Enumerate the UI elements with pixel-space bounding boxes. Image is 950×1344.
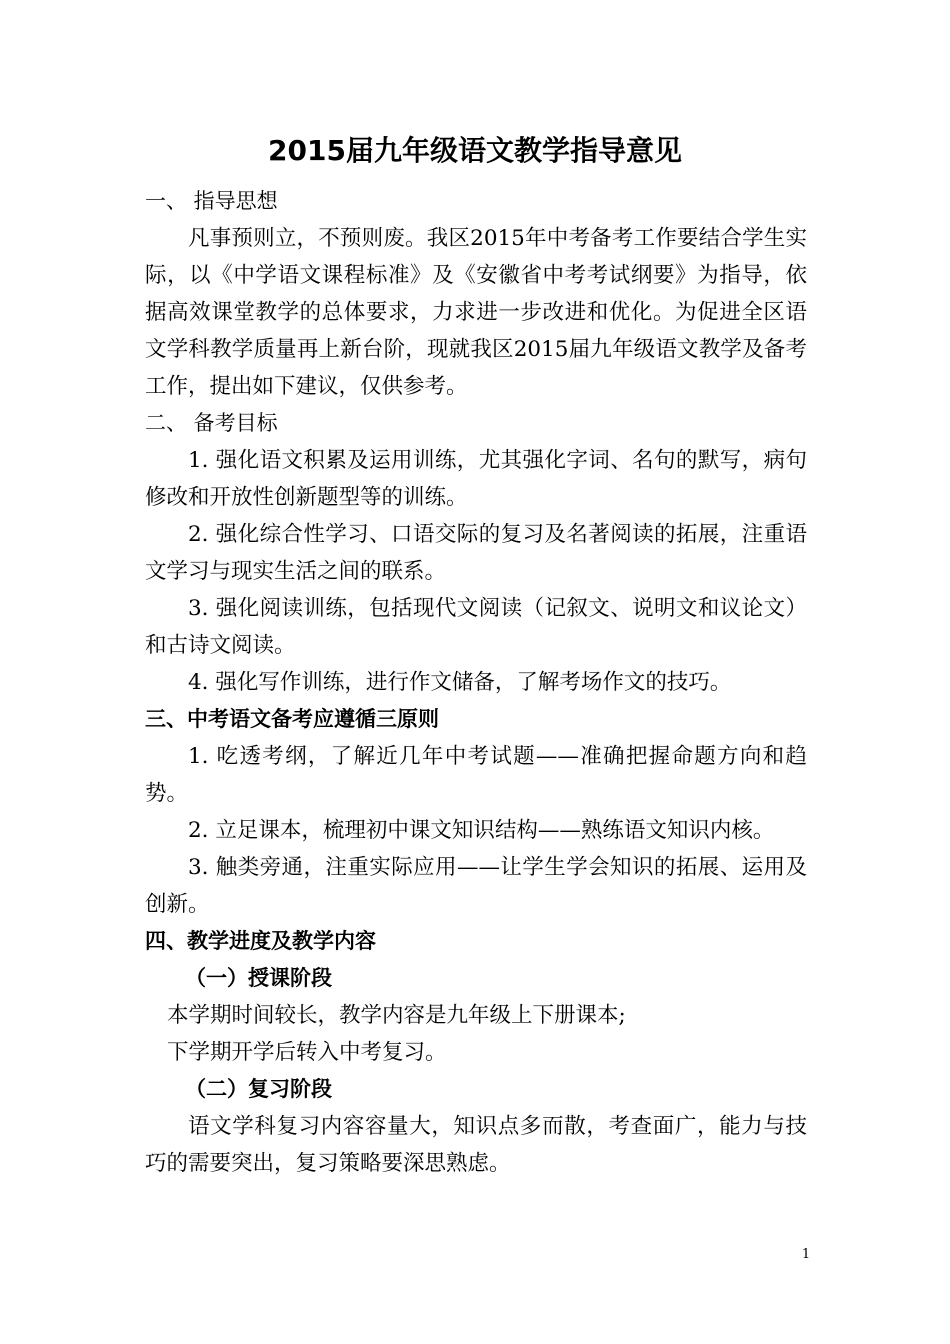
section-heading-three-principles: 三、中考语文备考应遵循三原则 (145, 707, 439, 731)
list-item: 1. 吃透考纲，了解近几年中考试题——准确把握命题方向和趋势。 (145, 744, 807, 806)
paragraph: 语文学科复习内容容量大，知识点多而散，考查面广，能力与技巧的需要突出，复习策略要深思熟虑。 (145, 1114, 807, 1176)
text-line: 本学期时间较长，教学内容是九年级上下册课本; (167, 1003, 626, 1028)
text-line: 下学期开学后转入中考复习。 (167, 1040, 447, 1065)
section-heading-guiding-ideas: 一、 指导思想 (145, 189, 278, 213)
page-number: 1 (801, 1247, 811, 1262)
subsection-heading-review-stage: （二）复习阶段 (185, 1077, 332, 1101)
list-item: 2. 立足课本，梳理初中课文知识结构——熟练语文知识内核。 (188, 818, 775, 843)
document-title: 2015届九年级语文教学指导意见 (268, 134, 682, 167)
subsection-heading-teaching-stage: （一）授课阶段 (185, 966, 332, 990)
list-item: 3. 触类旁通，注重实际应用——让学生学会知识的拓展、运用及创新。 (145, 855, 807, 917)
section-heading-exam-goals: 二、 备考目标 (145, 411, 278, 435)
list-item: 3. 强化阅读训练，包括现代文阅读（记叙文、说明文和议论文）和古诗文阅读。 (145, 596, 807, 658)
list-item: 4. 强化写作训练，进行作文储备，了解考场作文的技巧。 (188, 670, 732, 695)
list-item: 2. 强化综合性学习、口语交际的复习及名著阅读的拓展，注重语文学习与现实生活之间的联系。 (145, 522, 807, 584)
section-heading-teaching-schedule: 四、教学进度及教学内容 (145, 929, 376, 953)
list-item: 1. 强化语文积累及运用训练，尤其强化字词、名句的默写，病句修改和开放性创新题型等的训练。 (145, 448, 807, 510)
document-body (145, 183, 807, 1182)
paragraph: 凡事预则立，不预则废。我区2015年中考备考工作要结合学生实际，以《中学语文课程标准》及《安徽省中考考试纲要》为指导，依据高效课堂教学的总体要求，力求进一步改进和优化。为促进全区语文学科教学质量再上新台阶，现就我区2015届九年级语文教学及备考工作，提出如下建议，仅供参考。 (145, 226, 807, 399)
